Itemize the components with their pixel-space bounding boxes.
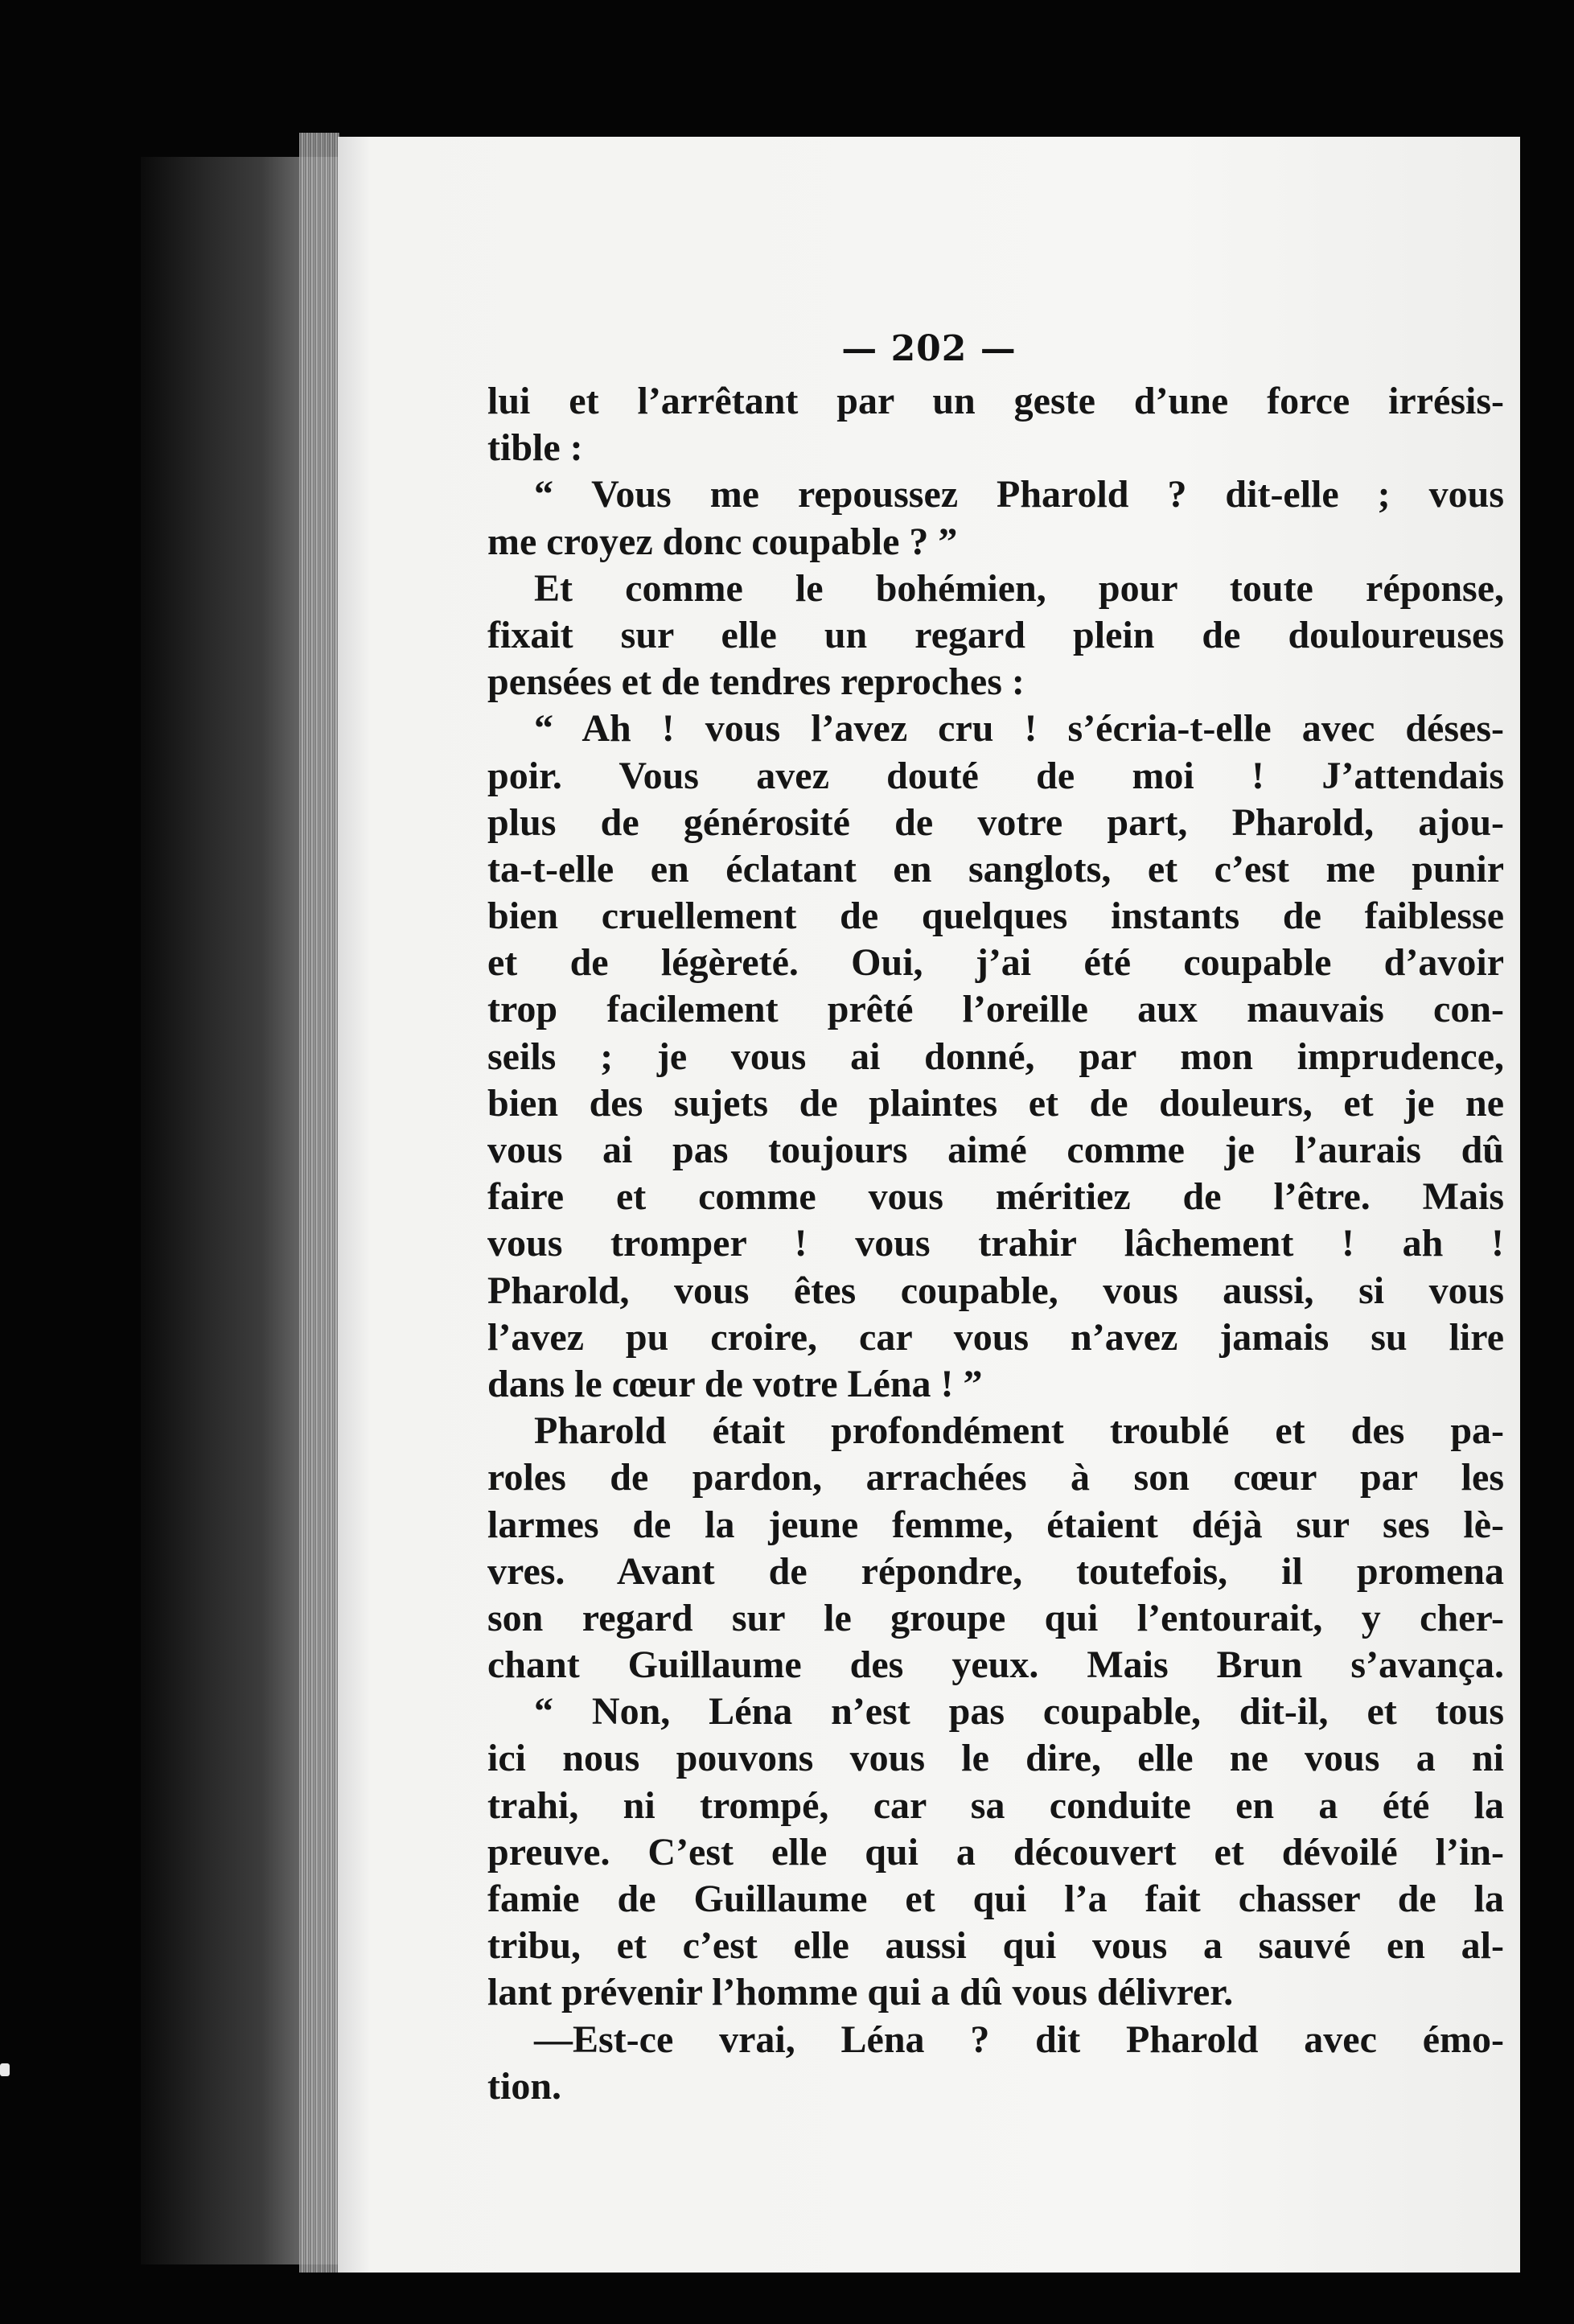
text-line: Pharold, vous êtes coupable, vous aussi, si vous bbox=[487, 1269, 1504, 1312]
page-number: — 202 — bbox=[841, 328, 1017, 369]
text-line: “ Non, Léna n’est pas coupable, dit-il, et tous bbox=[534, 1690, 1504, 1734]
text-line: tribu, et c’est elle aussi qui vous a sauvé en al- bbox=[487, 1924, 1504, 1968]
text-line: son regard sur le groupe qui l’entourait, y cher- bbox=[487, 1596, 1504, 1639]
text-line: lui et l’arrêtant par un geste d’une force irrésis- bbox=[487, 380, 1504, 422]
scan-speck bbox=[0, 2063, 10, 2076]
page-edges bbox=[299, 133, 339, 2273]
text-line: vres. Avant de répondre, toutefois, il promena bbox=[487, 1549, 1504, 1593]
text-line: Et comme le bohémien, pour toute réponse, bbox=[534, 566, 1504, 610]
text-line: preuve. C’est elle qui a découvert et dévoilé l’in- bbox=[487, 1830, 1504, 1874]
text-line: “ Ah ! vous l’avez cru ! s’écria-t-elle avec déses- bbox=[534, 707, 1504, 751]
text-line: larmes de la jeune femme, étaient déjà sur ses lè- bbox=[487, 1503, 1504, 1546]
text-line: vous ai pas toujours aimé comme je l’aurais dû bbox=[487, 1129, 1504, 1171]
text-line: poir. Vous avez douté de moi ! J’attendais bbox=[487, 754, 1504, 797]
text-line: ta-t-elle en éclatant en sanglots, et c’est me punir bbox=[487, 847, 1504, 891]
text-line: tible : bbox=[487, 426, 583, 470]
text-line: Pharold était profondément troublé et des pa- bbox=[534, 1409, 1504, 1453]
text-line: trop facilement prêté l’oreille aux mauvais con- bbox=[487, 988, 1504, 1031]
text-line: l’avez pu croire, car vous n’avez jamais su lire bbox=[487, 1315, 1504, 1359]
text-line: roles de pardon, arrachées à son cœur par les bbox=[487, 1456, 1504, 1499]
text-line: dans le cœur de votre Léna ! ” bbox=[487, 1362, 983, 1405]
text-line: vous tromper ! vous trahir lâchement ! ah ! bbox=[487, 1222, 1504, 1265]
text-line: chant Guillaume des yeux. Mais Brun s’avança. bbox=[487, 1643, 1504, 1687]
text-line: famie de Guillaume et qui l’a fait chasser de la bbox=[487, 1878, 1504, 1920]
page-text bbox=[487, 378, 1504, 2110]
text-line: plus de générosité de votre part, Pharold, ajou- bbox=[487, 800, 1504, 844]
text-line: et de légèreté. Oui, j’ai été coupable d’avoir bbox=[487, 941, 1504, 985]
text-line: “ Vous me repoussez Pharold ? dit-elle ; vous bbox=[534, 473, 1504, 516]
text-line: lant prévenir l’homme qui a dû vous délivrer. bbox=[487, 1971, 1234, 2014]
text-line: bien des sujets de plaintes et de douleurs, et je ne bbox=[487, 1081, 1504, 1125]
text-line: —Est-ce vrai, Léna ? dit Pharold avec émo- bbox=[534, 2018, 1504, 2061]
text-line: trahi, ni trompé, car sa conduite en a été la bbox=[487, 1783, 1504, 1827]
text-line: tion. bbox=[487, 2064, 562, 2108]
text-line: pensées et de tendres reproches : bbox=[487, 660, 1025, 704]
text-line: bien cruellement de quelques instants de faiblesse bbox=[487, 895, 1504, 938]
text-line: me croyez donc coupable ? ” bbox=[487, 520, 958, 563]
text-line: seils ; je vous ai donné, par mon imprudence, bbox=[487, 1034, 1504, 1078]
text-line: ici nous pouvons vous le dire, elle ne vous a ni bbox=[487, 1737, 1504, 1780]
text-line: fixait sur elle un regard plein de douloureuses bbox=[487, 613, 1504, 656]
text-line: faire et comme vous méritiez de l’être. Mais bbox=[487, 1175, 1504, 1219]
